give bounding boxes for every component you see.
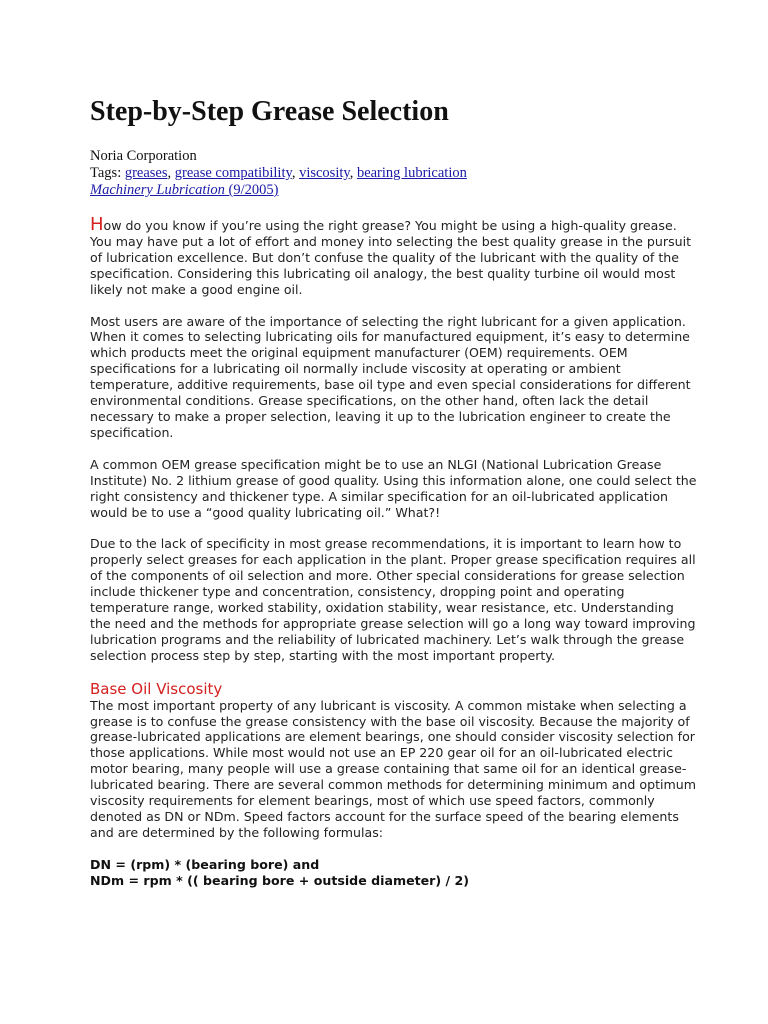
tags-label: Tags [90, 165, 118, 181]
tag-link-viscosity[interactable]: viscosity [299, 165, 350, 181]
formula-dn: DN = (rpm) * (bearing bore) and [90, 856, 320, 872]
formula-ndm: NDm = rpm * (( bearing bore + outside diameter) / 2) [90, 872, 470, 888]
article-meta [90, 148, 698, 199]
tags-line: Tags: greases, grease compatibility, viscosity, bearing lubrication [90, 165, 467, 181]
paragraph-4: Due to the lack of specificity in most grease recommendations, it is important to learn how to properly select greases for each application in the plant. Proper grease specification requires all of the components of oil selection and more. Other special considerations for grease selection include thickener type and concentration, consistency, dropping point and operating temperature range, worked stability, oxidation stability, wear resistance, etc. Understanding the need and the methods for appropriate grease selection will go a long way toward improving lubrication programs and the reliability of lubricated machinery. Let’s walk through the grease selection process step by step, starting with the most important property. [90, 536, 696, 663]
section-heading-base-oil-viscosity: Base Oil Viscosity [90, 679, 223, 698]
drop-cap: H [90, 214, 104, 235]
author: Noria Corporation [90, 148, 197, 164]
publication-date: (9/2005) [228, 182, 279, 198]
paragraph-1 [90, 214, 698, 298]
tag-link-greases[interactable]: greases [124, 165, 168, 181]
paragraph-3: A common OEM grease specification might be to use an NLGI (National Lubrication Grease Institute) No. 2 lithium grease of good quality. Using this information alone, one could select the right consistency and thickener type. A similar specification for an oil-lubricated application would be to use a “good quality lubricating oil.” What?! [90, 456, 697, 520]
paragraph-1-text: ow do you know if you’re using the right grease? You might be using a high-quality grease. You may have put a lot of effort and money into selecting the best quality grease in the pursuit of lubrication excellence. But don’t confuse the quality of the lubricant with the quality of the specification. Considering this lubricating oil analogy, the best quality turbine oil would most likely not make a good engine oil. [90, 218, 692, 297]
publication-name: Machinery Lubrication [90, 182, 225, 198]
tag-link-grease-compatibility[interactable]: grease compatibility [174, 165, 292, 181]
section-paragraph: The most important property of any lubricant is viscosity. A common mistake when selecting a grease is to confuse the grease consistency with the base oil viscosity. Because the majority of grease-lubricated applications are element bearings, one should consider viscosity selection for those applications. While most would not use an EP 220 gear oil for an oil-lubricated electric motor bearing, many people will use a grease containing that same oil for an identical grease-lubricated bearing. There are several common methods for determining minimum and optimum viscosity requirements for element bearings, most of which use speed factors, commonly denoted as DN or NDm. Speed factors account for the surface speed of the bearing elements and are determined by the following formulas: [90, 697, 697, 840]
publication-line[interactable] [90, 182, 698, 199]
paragraph-2: Most users are aware of the importance of selecting the right lubricant for a given application. When it comes to selecting lubricating oils for manufactured equipment, it’s easy to determine which products meet the original equipment manufacturer (OEM) requirements. OEM specifications for a lubricating oil normally include viscosity at operating or ambient temperature, additive requirements, base oil type and even special considerations for different environmental conditions. Grease specifications, on the other hand, often lack the detail necessary to make a proper selection, leaving it up to the lubrication engineer to create the specification. [90, 313, 691, 440]
article-title: Step-by-Step Grease Selection [90, 96, 449, 127]
tag-link-bearing-lubrication[interactable]: bearing lubrication [356, 165, 467, 181]
publication-link[interactable] [90, 182, 278, 198]
